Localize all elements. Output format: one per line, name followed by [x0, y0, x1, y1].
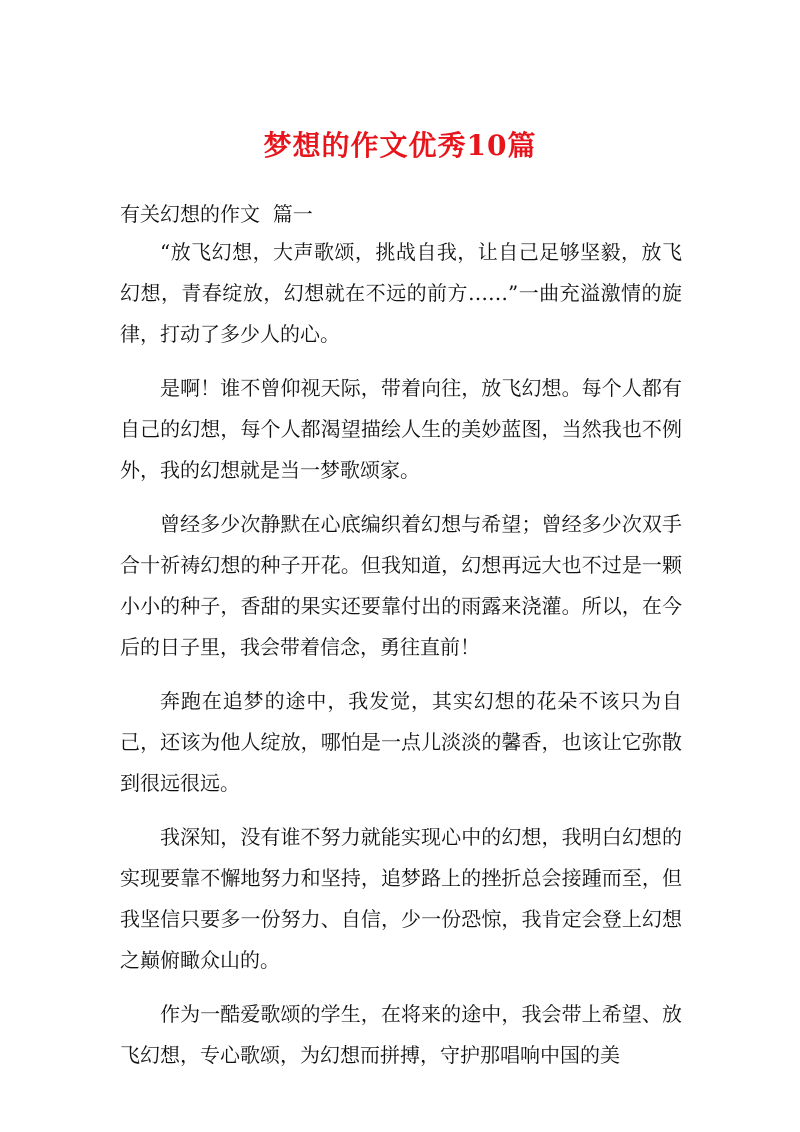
- paragraph: 作为一酷爱歌颂的学生，在将来的途中，我会带上希望、放飞幻想，专心歌颂，为幻想而拼搏，守护那唱响中国的美: [120, 1002, 682, 1067]
- paragraph: 奔跑在追梦的途中，我发觉，其实幻想的花朵不该只为自己，还该为他人绽放，哪怕是一点儿淡淡的馨香，也该让它弥散到很远很远。: [120, 689, 682, 795]
- paragraph: 我深知，没有谁不努力就能实现心中的幻想，我明白幻想的实现要靠不懈地努力和坚持，追梦路上的挫折总会接踵而至，但我坚信只要多一份努力、自信，少一份恐惊，我肯定会登上幻想之巅俯瞰众山的。: [120, 825, 682, 972]
- section-heading: 有关幻想的作文 篇一: [120, 202, 313, 226]
- document-body: [120, 232, 682, 1089]
- paragraph: 曾经多少次静默在心底编织着幻想与希望；曾经多少次双手合十祈祷幻想的种子开花。但我知道，幻想再远大也不过是一颗小小的种子，香甜的果实还要靠付出的雨露来浇灌。所以，在今后的日子里，我会带着信念，勇往直前！: [120, 512, 682, 659]
- paragraph: 是啊！谁不曾仰视天际，带着向往，放飞幻想。每个人都有自己的幻想，每个人都渴望描绘人生的美妙蓝图，当然我也不例外，我的幻想就是当一梦歌颂家。: [120, 376, 682, 482]
- paragraph: “放飞幻想，大声歌颂，挑战自我，让自己足够坚毅，放飞幻想，青春绽放，幻想就在不远的前方……”一曲充溢激情的旋律，打动了多少人的心。: [120, 240, 682, 346]
- document-title: 梦想的作文优秀10篇: [263, 129, 537, 162]
